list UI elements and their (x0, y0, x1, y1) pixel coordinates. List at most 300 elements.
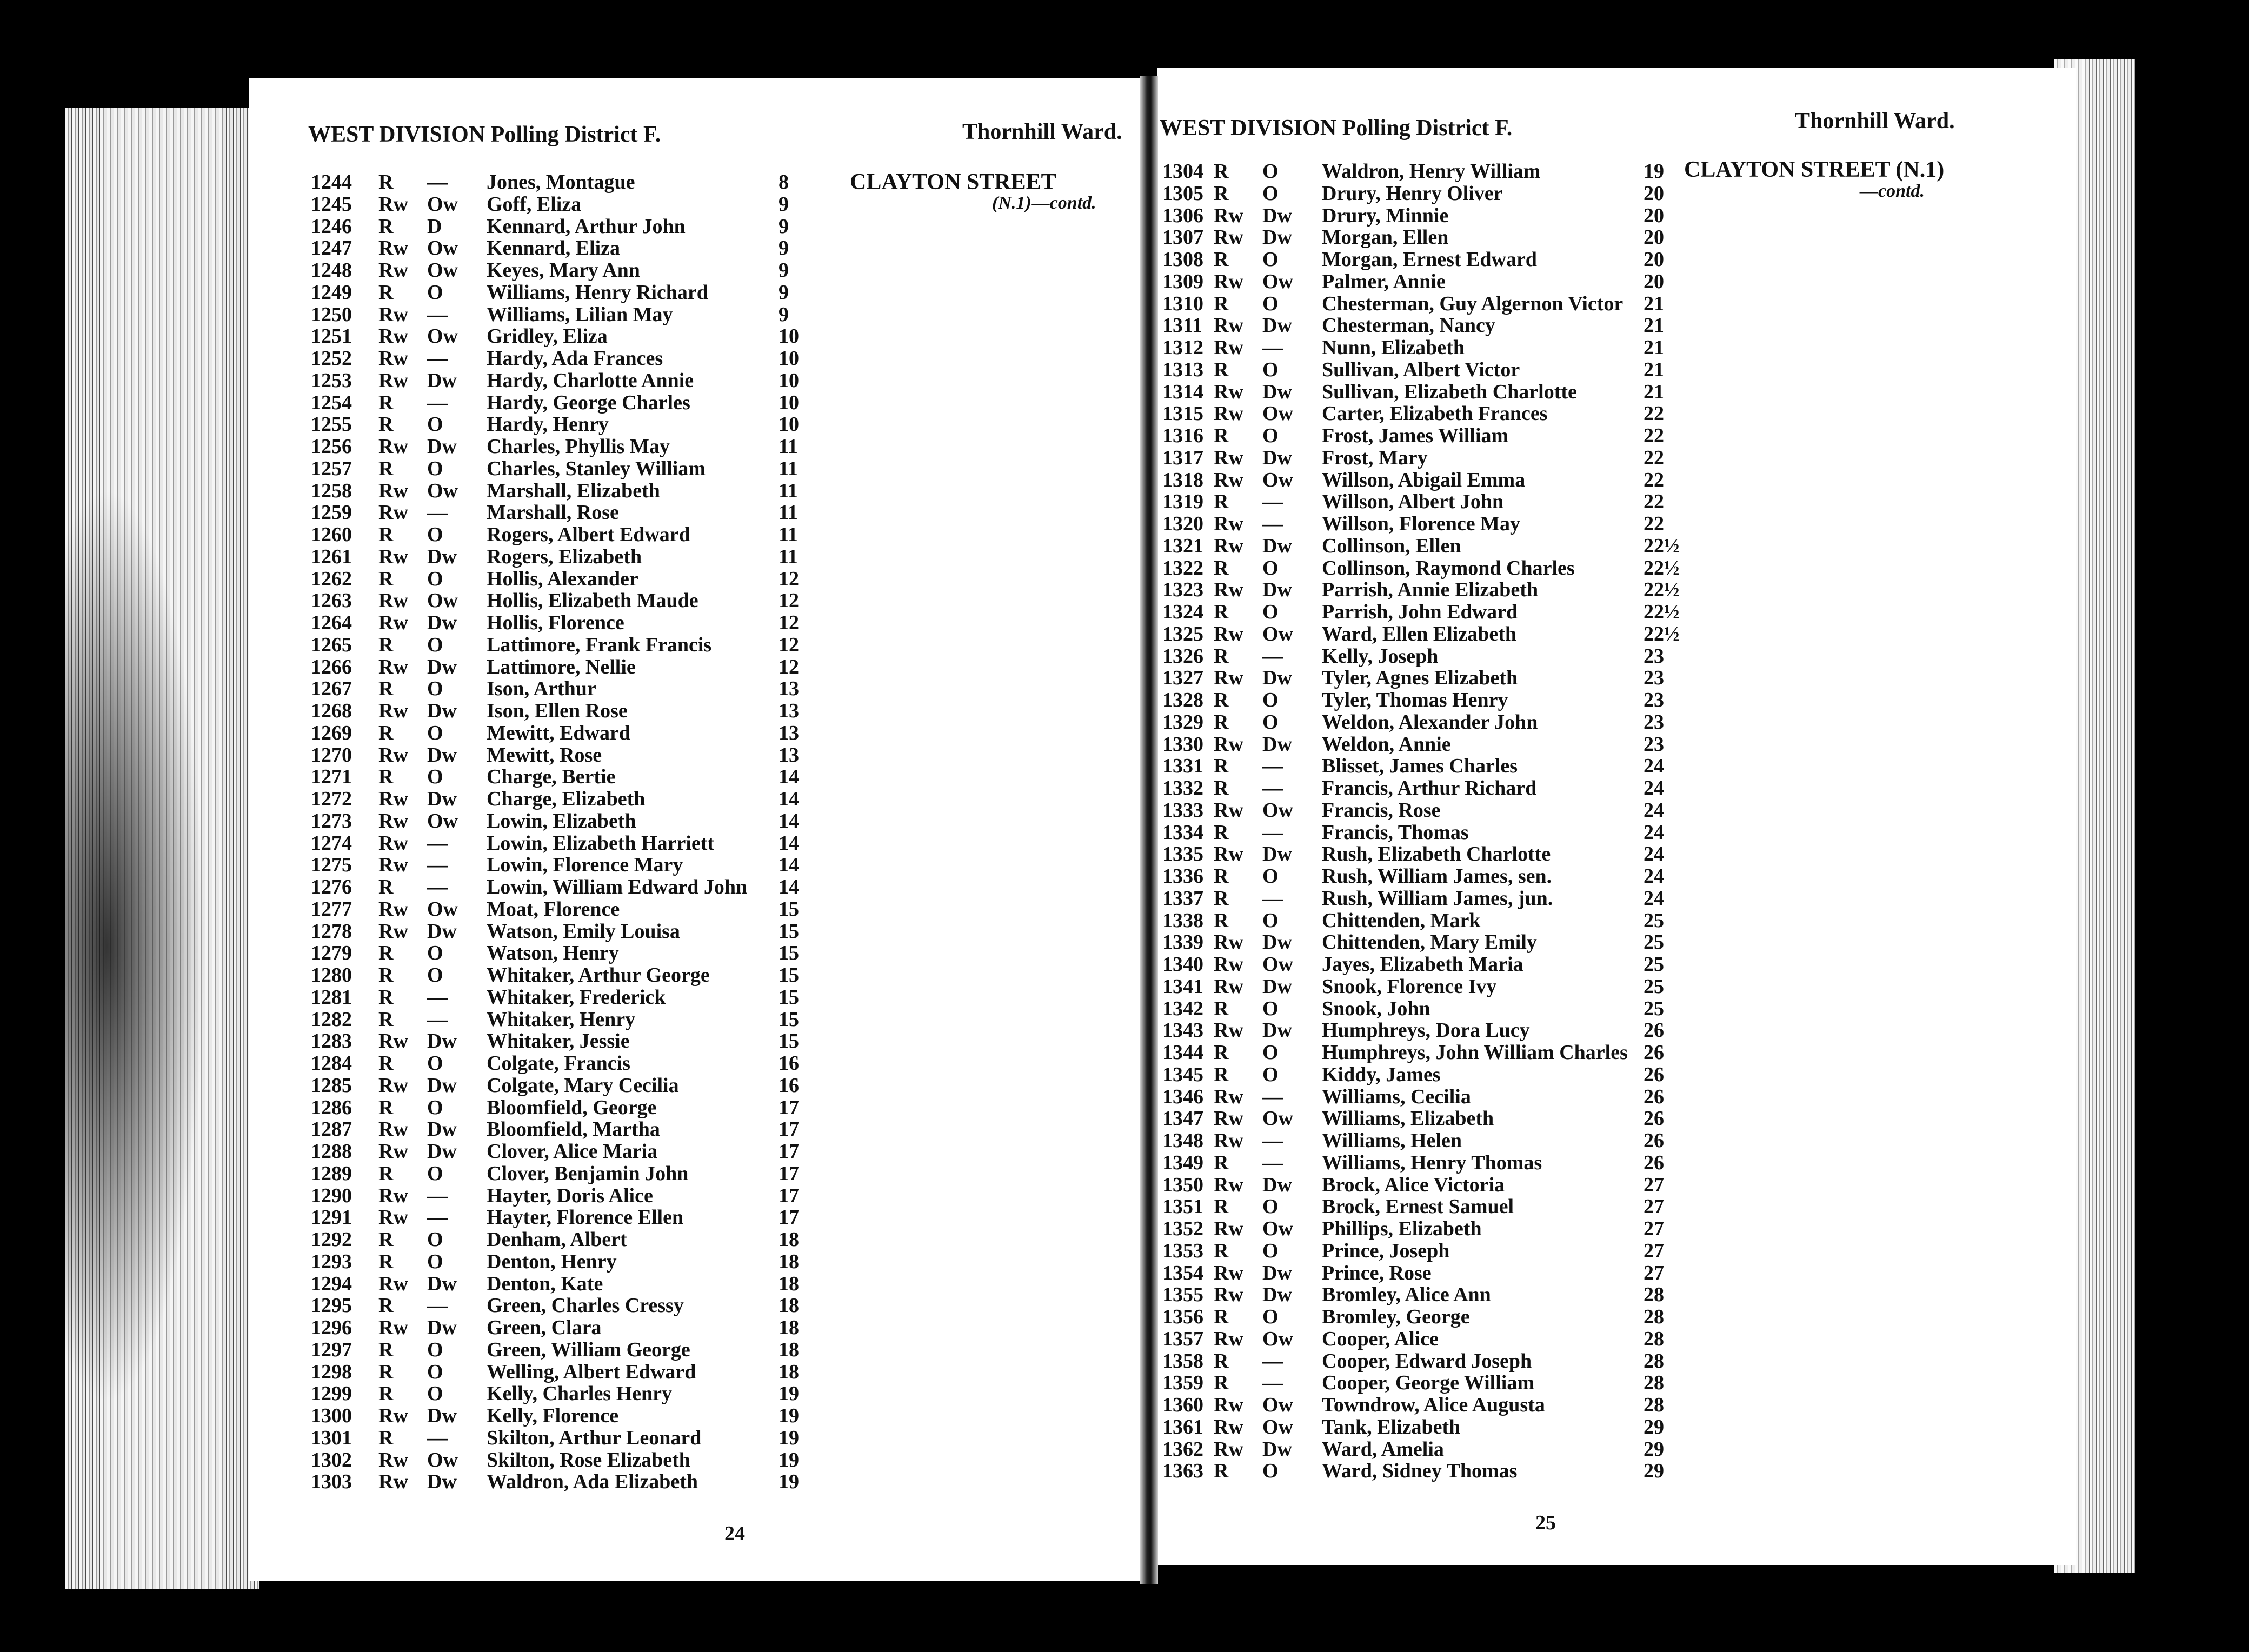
qualification-code: Rw (1214, 512, 1243, 535)
elector-name: Palmer, Annie (1322, 270, 1446, 293)
right-street-contd: —contd. (1860, 181, 1925, 201)
elector-number: 1351 (1162, 1195, 1203, 1218)
elector-row (1162, 975, 1703, 997)
elector-name: Hardy, Charlotte Annie (487, 369, 694, 392)
elector-row (1162, 534, 1703, 556)
elector-number: 1298 (311, 1360, 352, 1383)
qualification-code: Rw (1214, 1129, 1243, 1152)
house-number: 26 (1644, 1019, 1664, 1042)
elector-row (311, 1008, 851, 1030)
elector-name: Chesterman, Nancy (1322, 314, 1495, 337)
occupation-code: Dw (1262, 446, 1292, 469)
elector-name: Green, Charles Cressy (487, 1294, 684, 1317)
elector-number: 1316 (1162, 424, 1203, 447)
occupation-code: Dw (427, 1272, 457, 1295)
qualification-code: Rw (378, 1206, 408, 1229)
elector-row (1162, 821, 1703, 843)
house-number: 29 (1644, 1415, 1664, 1438)
elector-row (1162, 909, 1703, 931)
qualification-code: R (378, 1052, 394, 1075)
occupation-code: Dw (427, 1074, 457, 1097)
occupation-code: — (427, 854, 448, 877)
elector-row (311, 303, 851, 325)
occupation-code: — (1262, 1151, 1283, 1174)
elector-row (1162, 952, 1703, 975)
elector-row (311, 192, 851, 215)
elector-row (311, 1470, 851, 1492)
elector-row (1162, 270, 1703, 292)
occupation-code: O (427, 721, 443, 744)
occupation-code: O (1262, 710, 1279, 734)
elector-number: 1284 (311, 1052, 352, 1075)
house-number: 26 (1644, 1063, 1664, 1086)
qualification-code: R (378, 567, 394, 590)
elector-number: 1323 (1162, 578, 1203, 602)
elector-name: Brock, Ernest Samuel (1322, 1195, 1514, 1218)
elector-number: 1328 (1162, 689, 1203, 711)
elector-row (311, 1404, 851, 1426)
elector-name: Prince, Rose (1322, 1261, 1432, 1284)
elector-name: Nunn, Elizabeth (1322, 336, 1465, 359)
house-number: 23 (1644, 689, 1664, 711)
elector-name: Green, Clara (487, 1316, 602, 1339)
house-number: 28 (1644, 1371, 1664, 1395)
occupation-code: Ow (1262, 1394, 1293, 1416)
elector-number: 1280 (311, 964, 352, 987)
house-number: 24 (1644, 887, 1664, 910)
occupation-code: Dw (1262, 1173, 1292, 1196)
house-number: 14 (778, 765, 799, 789)
occupation-code: Ow (427, 589, 458, 612)
house-number: 24 (1644, 798, 1664, 822)
elector-row (1162, 1437, 1703, 1460)
elector-name: Sullivan, Albert Victor (1322, 358, 1520, 381)
elector-name: Bromley, George (1322, 1305, 1470, 1328)
elector-name: Cooper, Edward Joseph (1322, 1349, 1532, 1373)
elector-row (1162, 842, 1703, 864)
elector-number: 1339 (1162, 931, 1203, 954)
house-number: 9 (778, 215, 789, 238)
qualification-code: Rw (1214, 1394, 1243, 1416)
elector-row (311, 1382, 851, 1404)
elector-row (311, 412, 851, 435)
occupation-code: — (427, 831, 448, 855)
elector-name: Whitaker, Arthur George (487, 964, 710, 987)
occupation-code: O (1262, 160, 1279, 183)
elector-number: 1313 (1162, 358, 1203, 381)
qualification-code: Rw (1214, 622, 1243, 645)
occupation-code: Ow (427, 809, 458, 832)
house-number: 10 (778, 391, 799, 414)
qualification-code: Rw (378, 1448, 408, 1471)
elector-name: Waldron, Ada Elizabeth (487, 1470, 698, 1494)
elector-name: Hayter, Florence Ellen (487, 1206, 684, 1229)
qualification-code: R (1214, 1460, 1229, 1483)
elector-row (311, 1294, 851, 1316)
qualification-code: Rw (378, 920, 408, 943)
elector-number: 1279 (311, 942, 352, 965)
occupation-code: Dw (1262, 667, 1292, 690)
elector-row (1162, 446, 1703, 468)
house-number: 14 (778, 831, 799, 855)
qualification-code: Rw (378, 854, 408, 877)
house-number: 21 (1644, 358, 1664, 381)
elector-number: 1245 (311, 192, 352, 216)
elector-number: 1293 (311, 1250, 352, 1273)
elector-row (311, 1117, 851, 1140)
elector-name: Marshall, Elizabeth (487, 479, 660, 502)
elector-name: Humphreys, John William Charles (1322, 1041, 1628, 1064)
occupation-code: — (427, 391, 448, 414)
elector-name: Jones, Montague (487, 171, 635, 194)
elector-row (1162, 204, 1703, 226)
qualification-code: Rw (378, 743, 408, 767)
occupation-code: O (1262, 1195, 1279, 1218)
house-number: 18 (778, 1316, 799, 1339)
elector-number: 1337 (1162, 887, 1203, 910)
occupation-code: O (427, 677, 443, 701)
occupation-code: Dw (1262, 226, 1292, 249)
occupation-code: O (427, 1338, 443, 1361)
elector-name: Ward, Ellen Elizabeth (1322, 622, 1516, 645)
house-number: 20 (1644, 270, 1664, 293)
house-number: 26 (1644, 1085, 1664, 1108)
qualification-code: R (1214, 556, 1229, 579)
elector-row (311, 941, 851, 963)
elector-name: Williams, Henry Richard (487, 281, 708, 304)
elector-number: 1252 (311, 347, 352, 370)
elector-number: 1268 (311, 700, 352, 722)
qualification-code: R (378, 1382, 394, 1405)
elector-row (311, 985, 851, 1008)
occupation-code: — (427, 876, 448, 898)
elector-number: 1357 (1162, 1327, 1203, 1350)
elector-name: Chittenden, Mark (1322, 909, 1481, 932)
occupation-code: O (1262, 1063, 1279, 1086)
elector-name: Rogers, Albert Edward (487, 523, 690, 546)
elector-name: Hollis, Florence (487, 611, 624, 634)
elector-number: 1320 (1162, 512, 1203, 535)
qualification-code: Rw (1214, 336, 1243, 359)
elector-row (1162, 776, 1703, 798)
occupation-code: O (1262, 424, 1279, 447)
house-number: 9 (778, 237, 789, 260)
occupation-code: Ow (427, 259, 458, 282)
house-number: 15 (778, 1008, 799, 1031)
qualification-code: Rw (1214, 931, 1243, 954)
elector-number: 1361 (1162, 1415, 1203, 1438)
elector-number: 1355 (1162, 1283, 1203, 1307)
elector-name: Whitaker, Henry (487, 1008, 636, 1031)
elector-number: 1314 (1162, 380, 1203, 403)
house-number: 17 (778, 1140, 799, 1163)
elector-row (311, 765, 851, 787)
qualification-code: R (1214, 1195, 1229, 1218)
occupation-code: O (1262, 1041, 1279, 1064)
house-number: 21 (1644, 314, 1664, 337)
elector-number: 1340 (1162, 953, 1203, 976)
elector-name: Sullivan, Elizabeth Charlotte (1322, 380, 1577, 403)
occupation-code: Dw (427, 1030, 457, 1053)
qualification-code: R (378, 457, 394, 480)
house-number: 18 (778, 1228, 799, 1251)
occupation-code: Ow (1262, 270, 1293, 293)
house-number: 22 (1644, 446, 1664, 469)
house-number: 17 (778, 1184, 799, 1207)
qualification-code: R (1214, 887, 1229, 910)
elector-row (311, 479, 851, 501)
house-number: 22 (1644, 424, 1664, 447)
occupation-code: Dw (1262, 931, 1292, 954)
elector-name: Clover, Benjamin John (487, 1162, 689, 1185)
house-number: 24 (1644, 821, 1664, 844)
occupation-code: Dw (427, 435, 457, 458)
occupation-code: — (1262, 1371, 1283, 1395)
house-number: 28 (1644, 1349, 1664, 1373)
house-number: 16 (778, 1074, 799, 1097)
occupation-code: O (427, 281, 443, 304)
occupation-code: — (1262, 490, 1283, 514)
elector-row (1162, 622, 1703, 644)
occupation-code: Dw (427, 369, 457, 392)
elector-number: 1343 (1162, 1019, 1203, 1042)
qualification-code: Rw (1214, 1261, 1243, 1284)
qualification-code: R (1214, 292, 1229, 315)
qualification-code: Rw (378, 1030, 408, 1053)
elector-number: 1302 (311, 1448, 352, 1471)
house-number: 11 (778, 435, 798, 458)
occupation-code: — (427, 171, 448, 194)
house-number: 9 (778, 303, 789, 326)
elector-number: 1259 (311, 501, 352, 524)
elector-number: 1327 (1162, 667, 1203, 690)
qualification-code: R (1214, 1305, 1229, 1328)
house-number: 10 (778, 369, 799, 392)
qualification-code: Rw (378, 545, 408, 568)
occupation-code: — (1262, 644, 1283, 668)
elector-row (1162, 159, 1703, 182)
occupation-code: O (427, 567, 443, 590)
elector-number: 1352 (1162, 1217, 1203, 1240)
elector-number: 1358 (1162, 1349, 1203, 1373)
elector-name: Cooper, Alice (1322, 1327, 1439, 1350)
house-number: 22½ (1644, 622, 1680, 645)
elector-number: 1322 (1162, 556, 1203, 579)
occupation-code: O (1262, 248, 1279, 271)
elector-row (311, 391, 851, 413)
occupation-code: O (1262, 689, 1279, 711)
elector-row (1162, 864, 1703, 887)
occupation-code: — (427, 303, 448, 326)
house-number: 17 (778, 1118, 799, 1141)
qualification-code: R (378, 1426, 394, 1449)
occupation-code: Dw (427, 920, 457, 943)
elector-row (1162, 1393, 1703, 1415)
occupation-code: — (1262, 1349, 1283, 1373)
qualification-code: Rw (378, 1272, 408, 1295)
qualification-code: R (1214, 1349, 1229, 1373)
elector-number: 1278 (311, 920, 352, 943)
elector-row (1162, 1195, 1703, 1217)
qualification-code: R (1214, 424, 1229, 447)
house-number: 12 (778, 611, 799, 634)
qualification-code: Rw (378, 303, 408, 326)
elector-number: 1336 (1162, 865, 1203, 888)
qualification-code: R (1214, 248, 1229, 271)
occupation-code: Ow (1262, 1327, 1293, 1350)
elector-row (311, 809, 851, 831)
elector-row (1162, 1239, 1703, 1261)
elector-number: 1287 (311, 1118, 352, 1141)
elector-name: Charles, Stanley William (487, 457, 706, 480)
qualification-code: Rw (378, 1140, 408, 1163)
house-number: 18 (778, 1272, 799, 1295)
qualification-code: R (1214, 160, 1229, 183)
elector-name: Snook, Florence Ivy (1322, 975, 1497, 998)
occupation-code: O (427, 457, 443, 480)
qualification-code: R (1214, 865, 1229, 888)
elector-name: Colgate, Mary Cecilia (487, 1074, 679, 1097)
house-number: 28 (1644, 1283, 1664, 1307)
elector-name: Lowin, William Edward John (487, 876, 748, 898)
elector-row (311, 897, 851, 920)
qualification-code: Rw (1214, 1085, 1243, 1108)
house-number: 13 (778, 700, 799, 722)
occupation-code: O (427, 942, 443, 965)
elector-name: Charge, Bertie (487, 765, 616, 789)
elector-number: 1297 (311, 1338, 352, 1361)
elector-number: 1360 (1162, 1394, 1203, 1416)
elector-row (311, 545, 851, 567)
qualification-code: R (378, 413, 394, 436)
elector-number: 1254 (311, 391, 352, 414)
elector-name: Ison, Ellen Rose (487, 700, 628, 722)
elector-row (1162, 1085, 1703, 1107)
elector-name: Towndrow, Alice Augusta (1322, 1394, 1545, 1416)
elector-row (311, 457, 851, 479)
elector-number: 1307 (1162, 226, 1203, 249)
house-number: 17 (778, 1206, 799, 1229)
house-number: 27 (1644, 1173, 1664, 1196)
elector-name: Frost, Mary (1322, 446, 1428, 469)
qualification-code: Rw (1214, 578, 1243, 602)
house-number: 29 (1644, 1460, 1664, 1483)
house-number: 15 (778, 964, 799, 987)
elector-number: 1263 (311, 589, 352, 612)
elector-name: Chittenden, Mary Emily (1322, 931, 1537, 954)
elector-name: Bromley, Alice Ann (1322, 1283, 1491, 1307)
house-number: 25 (1644, 931, 1664, 954)
house-number: 14 (778, 809, 799, 832)
elector-row (1162, 1261, 1703, 1283)
house-number: 15 (778, 985, 799, 1009)
elector-name: Denham, Albert (487, 1228, 627, 1251)
elector-row (311, 1250, 851, 1272)
qualification-code: R (378, 876, 394, 898)
elector-row (1162, 1173, 1703, 1195)
house-number: 28 (1644, 1327, 1664, 1350)
house-number: 25 (1644, 909, 1664, 932)
elector-name: Kelly, Florence (487, 1404, 619, 1427)
occupation-code: — (427, 347, 448, 370)
house-number: 11 (778, 457, 798, 480)
qualification-code: R (1214, 821, 1229, 844)
occupation-code: O (1262, 182, 1279, 205)
qualification-code: R (378, 281, 394, 304)
elector-name: Whitaker, Jessie (487, 1030, 630, 1053)
qualification-code: R (1214, 755, 1229, 778)
occupation-code: O (1262, 997, 1279, 1020)
elector-number: 1324 (1162, 601, 1203, 623)
elector-name: Kiddy, James (1322, 1063, 1441, 1086)
elector-row (1162, 1371, 1703, 1393)
elector-row (1162, 380, 1703, 402)
qualification-code: R (378, 1360, 394, 1383)
elector-number: 1269 (311, 721, 352, 744)
elector-name: Hayter, Doris Alice (487, 1184, 653, 1207)
occupation-code: O (1262, 1239, 1279, 1262)
qualification-code: R (378, 171, 394, 194)
house-number: 22 (1644, 402, 1664, 425)
house-number: 21 (1644, 380, 1664, 403)
elector-number: 1350 (1162, 1173, 1203, 1196)
occupation-code: Dw (1262, 314, 1292, 337)
elector-name: Welling, Albert Edward (487, 1360, 696, 1383)
house-number: 14 (778, 854, 799, 877)
qualification-code: R (1214, 644, 1229, 668)
house-number: 23 (1644, 644, 1664, 668)
occupation-code: Dw (1262, 1019, 1292, 1042)
occupation-code: Ow (427, 897, 458, 921)
elector-name: Morgan, Ernest Edward (1322, 248, 1537, 271)
elector-number: 1304 (1162, 160, 1203, 183)
elector-name: Cooper, George William (1322, 1371, 1534, 1395)
house-number: 19 (778, 1382, 799, 1405)
qualification-code: Rw (1214, 1283, 1243, 1307)
house-number: 11 (778, 523, 798, 546)
elector-row (311, 1426, 851, 1448)
occupation-code: O (427, 413, 443, 436)
house-number: 12 (778, 655, 799, 678)
qualification-code: R (378, 633, 394, 656)
qualification-code: R (378, 765, 394, 789)
elector-name: Watson, Henry (487, 942, 619, 965)
elector-name: Collinson, Ellen (1322, 534, 1461, 557)
elector-name: Lowin, Elizabeth (487, 809, 636, 832)
elector-row (1162, 424, 1703, 446)
elector-number: 1273 (311, 809, 352, 832)
elector-row (1162, 314, 1703, 336)
elector-row (311, 1074, 851, 1096)
elector-number: 1265 (311, 633, 352, 656)
elector-name: Rush, William James, sen. (1322, 865, 1552, 888)
house-number: 28 (1644, 1394, 1664, 1416)
elector-row (1162, 248, 1703, 270)
elector-row (311, 1184, 851, 1206)
qualification-code: R (1214, 1063, 1229, 1086)
house-number: 10 (778, 413, 799, 436)
elector-number: 1308 (1162, 248, 1203, 271)
house-number: 25 (1644, 975, 1664, 998)
occupation-code: Dw (427, 1118, 457, 1141)
elector-number: 1332 (1162, 777, 1203, 800)
elector-name: Lowin, Elizabeth Harriett (487, 831, 715, 855)
occupation-code: O (427, 1162, 443, 1185)
elector-number: 1288 (311, 1140, 352, 1163)
elector-row (1162, 1459, 1703, 1481)
qualification-code: Rw (1214, 975, 1243, 998)
house-number: 17 (778, 1096, 799, 1119)
